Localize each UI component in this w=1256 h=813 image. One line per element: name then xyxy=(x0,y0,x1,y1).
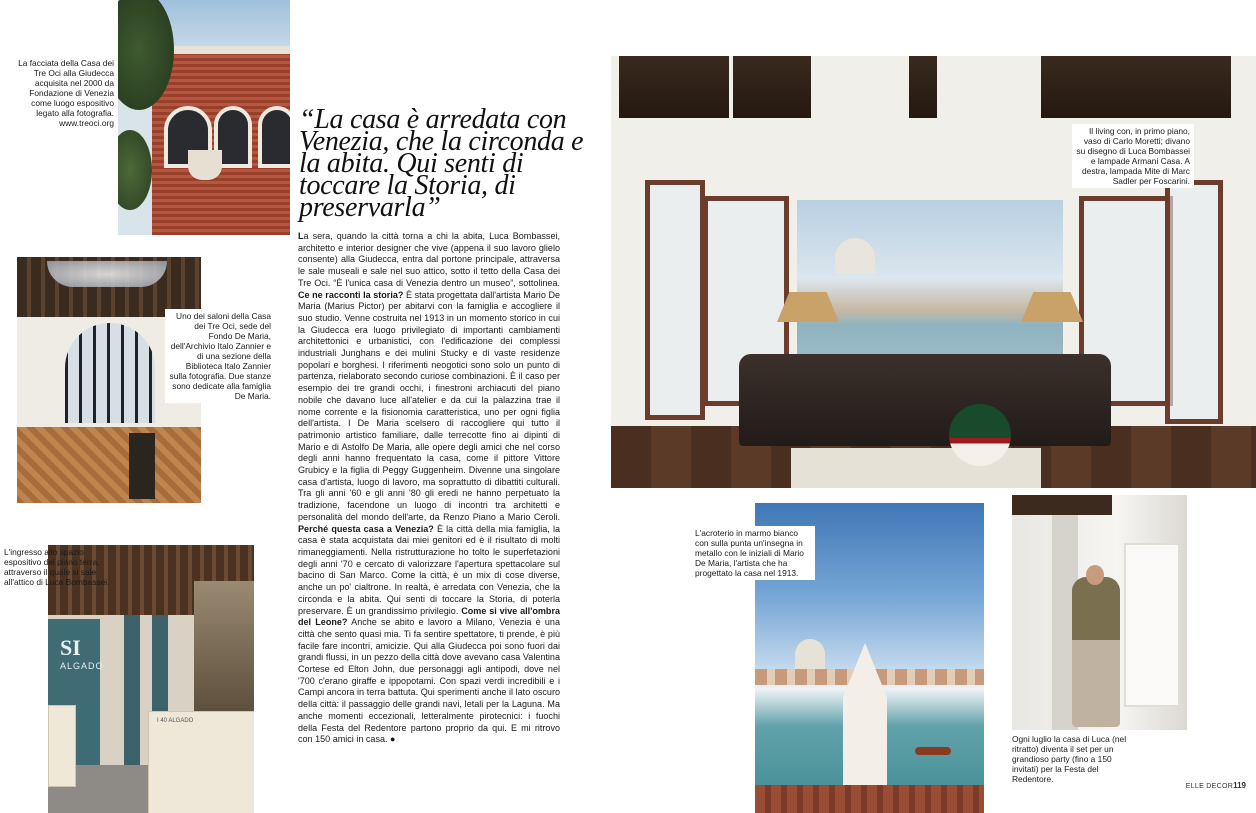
doorway xyxy=(1124,543,1180,707)
page-folio xyxy=(1186,781,1246,790)
end-mark: ● xyxy=(390,734,396,745)
caption-acroterion: L'acroterio in marmo bianco con sulla punta un'insegna in metallo con le iniziali di Mario De Maria, l'artista che ha progettato la casa nel 1913. xyxy=(691,526,815,580)
ceiling-beam xyxy=(619,56,729,118)
caption-luca: Ogni luglio la casa di Luca (nel ritratto) diventa il set per un grandioso party (fino a 150 invitati) per la Festa del Redentore. xyxy=(1012,734,1127,784)
facade-balcony xyxy=(188,150,222,180)
chandelier xyxy=(47,261,167,287)
motorboat xyxy=(915,747,951,755)
ceiling-beam xyxy=(909,56,937,118)
ceiling-beam xyxy=(1041,56,1231,118)
tree xyxy=(118,130,152,210)
panel-subtitle: ALGADO xyxy=(60,661,104,671)
facade-window xyxy=(258,106,290,168)
caption-living: Il living con, in primo piano, vaso di Carlo Moretti; divano su disegno di Luca Bombassei e lampade Armani Casa. A destra, lampada Mite di Marc Sadler per Foscarini. xyxy=(1072,124,1194,188)
french-door xyxy=(1165,180,1223,424)
facade-photo xyxy=(118,0,290,235)
drop-cap: L xyxy=(298,231,304,241)
answer-3: Anche se abito e lavoro a Milano, Venezia è una città che sento quasi mia. Ti fa sentire spettatore, ti prende, è più facile fare incontri, amicizie. Qui alla Giudecca poi sono fuori dai grandi flussi, in un pezzo della città dove avevano casa Valentina Cortese ed Elton John, due personaggi agli antipodi, dove nel '700 c'erano giraffe e ippopotami. Con spazi verdi incredibili e i Campi ancora in terra battuta. Qui sperimenti anche il lato oscuro della città: il passaggio delle grandi navi, letali per la Laguna. Ma anche momenti eccezionali, letteralmente pirotecnici: i fuochi della Festa del Redentore partono proprio da qui. E mi ritrovo con 150 amici in casa. xyxy=(298,617,560,745)
french-door xyxy=(645,180,705,420)
magazine-name: ELLE DECOR xyxy=(1185,783,1234,790)
glass-vase xyxy=(949,404,1011,466)
portrait-head xyxy=(1086,565,1104,585)
crate xyxy=(148,711,254,813)
question-1: Ce ne racconti la storia? xyxy=(298,289,404,300)
living-room-photo xyxy=(611,56,1256,488)
bench xyxy=(129,433,155,499)
artwork xyxy=(194,581,254,713)
crate xyxy=(48,705,76,787)
pillar xyxy=(124,615,140,765)
page-number: 119 xyxy=(1233,781,1246,790)
intro-text: a sera, quando la città torna a chi la abita, Luca Bombassei, architetto e interior designer che vive (appena il suo lavoro glielo consente) alla Giudecca, entra dal portone principale, attraversa le sale museali e sale nel suo attico, sotto il tetto della Casa dei Tre Oci. “È l'unica casa di Venezia dentro un museo”, sottolinea. xyxy=(298,231,560,288)
church-dome xyxy=(795,639,825,669)
crate-label: I 40 ALGADO xyxy=(157,718,194,724)
portrait-photo xyxy=(1012,495,1187,730)
arched-window xyxy=(65,323,155,423)
caption-facade: La facciata della Casa dei Tre Oci alla Giudecca acquisita nel 2000 da Fondazione di Venezia come luogo espositivo legato alla fotografia. www.treoci.org xyxy=(18,58,114,128)
answer-2: È la città della mia famiglia, la casa è stata acquistata dai miei genitori ed è il risultato di molti rimaneggiamenti. Nella ristrutturazione ho tolto le superfetazioni degli anni '70 e cercato di valorizzare l'apertura spettacolare sul bacino di San Marco. Come la città, è un mix di cose diverse, anche un po' cialtrone. In realtà, è arredata con Venezia, che la circonda e la abita. Qui senti di toccare la Storia, di poterla preservare. È un grandissimo privilegio. xyxy=(298,523,560,616)
pull-quote: “La casa è arredata con Venezia, che la circonda e la abita. Qui senti di toccare la Storia, di preservarla” xyxy=(299,104,584,223)
question-3: Come si vive all'ombra del Leone? xyxy=(298,605,560,628)
ceiling-beam xyxy=(733,56,811,118)
tiled-roof xyxy=(755,785,984,813)
caption-entrance: L'ingresso allo spazio espositivo del piano terra, attraverso il quale si sale all'attico di Luca Bombassei. xyxy=(4,547,110,587)
church-dome xyxy=(835,238,875,274)
question-2: Perché questa casa a Venezia? xyxy=(298,523,434,534)
panel-title: SI xyxy=(60,635,81,660)
ceiling-beam xyxy=(1012,495,1112,515)
article-body xyxy=(298,231,560,746)
answer-1: È stata progettata dall'artista Mario De Maria (Marius Pictor) per abitarvi con la famiglia e accogliere il suo studio. Venne costruita nel 1913 in un momento storico in cui la Giudecca era luogo privilegiato di importanti cambiamenti architettonici e urbanistici, con l'edificazione dei complessi industriali Junghans e dei mulini Stucky e di vaste residenze popolari e borghesi. I riferimenti neogotici sono solo un punto di partenza, rielaborato secondo curiose combinazioni. È il caso per esempio dei tre grandi occhi, i finestroni archiacuti del piano nobile che davano luce all'atelier e da cui la palazzina trae il nome corrente e la fisionomia caratteristica, uno per ogni figlia dell'artista. I De Maria scelsero di raccogliere qui tutto il patrimonio artistico familiare, dalle terrecotte fino ai dipinti di Mario e di Astolfo De Maria, alle opere degli amici che nel corso degli anni hanno frequentato la casa, come il pittore Vittore Grubicy e la figlia di Peggy Guggenheim. Divenne una singolare casa d'artista, luogo di lavoro, ma soprattutto di dibattiti culturali. Tra gli anni '60 e gli anni '80 gli eredi ne hanno perpetuato la tradizione, facendone un luogo di incontri tra architetti e personalità del mondo dell'arte, da Renzo Piano a Mario Ceroli. xyxy=(298,289,561,522)
article-paragraph xyxy=(298,231,560,746)
parquet-floor xyxy=(17,427,201,503)
leather-sofa xyxy=(739,354,1111,446)
caption-salon: Uno dei saloni della Casa dei Tre Oci, sede del Fondo De Maria, dell'Archivio Italo Zannier e di una sezione della Biblioteca Italo Zannier sulla fotografia. Due stanze sono dedicate alla famiglia De Maria. xyxy=(165,309,275,403)
portrait-figure xyxy=(1072,577,1120,727)
